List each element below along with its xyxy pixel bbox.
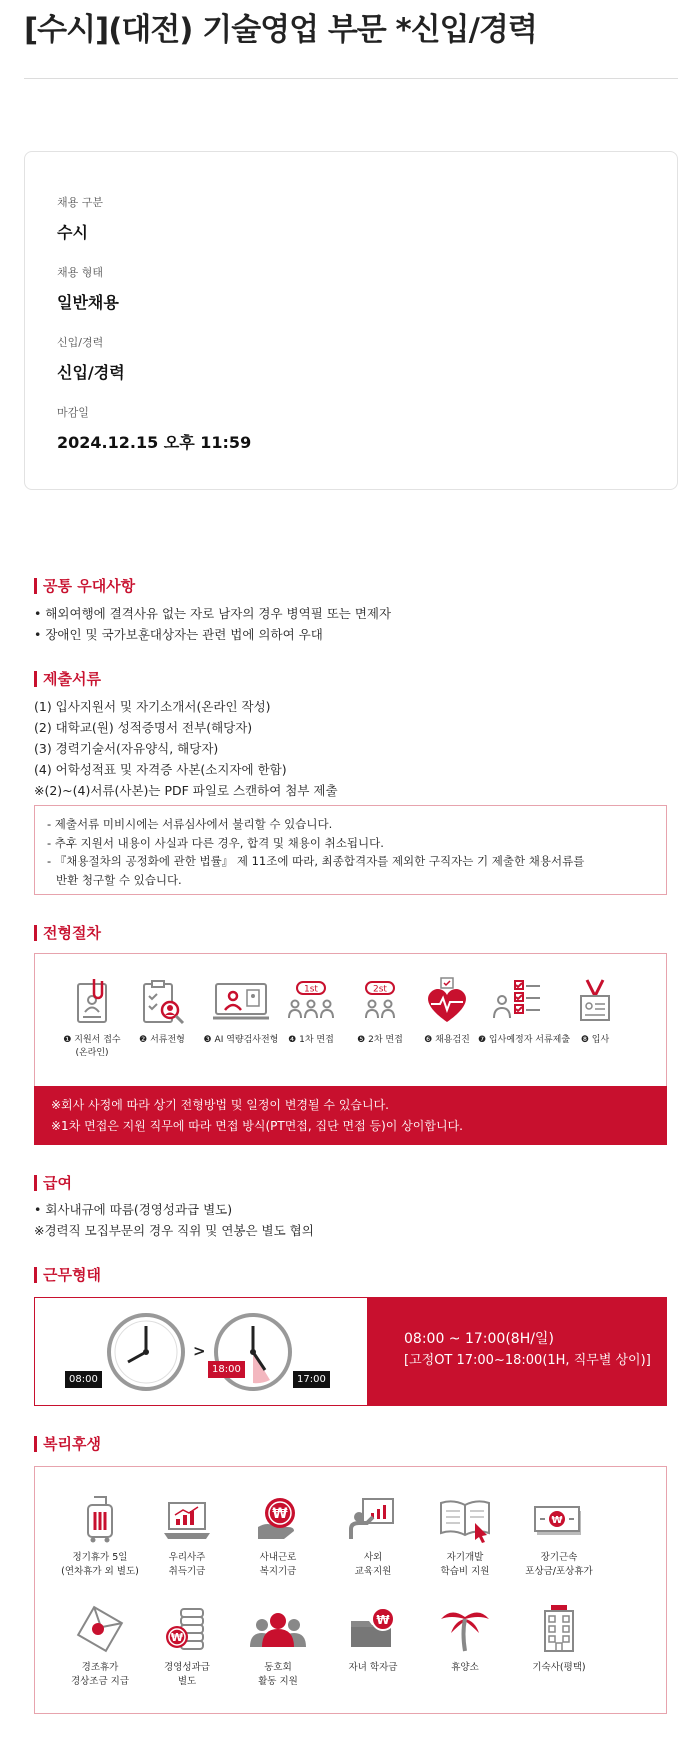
info-label: 마감일 xyxy=(57,406,89,419)
notice-line: 반환 청구할 수 있습니다. xyxy=(56,872,182,887)
benefit-label: 경영성과급 별도 xyxy=(164,1662,210,1687)
health-check-icon xyxy=(423,976,471,1028)
section-heading-process: 전형절차 xyxy=(34,925,101,941)
benefit-label: 정기휴가 5일 (연차휴가 외 별도) xyxy=(61,1552,139,1577)
info-value: 수시 xyxy=(57,223,88,242)
work-hours-box xyxy=(34,1297,667,1406)
notice-line: - 『채용절차의 공정화에 관한 법률』 제 11조에 따라, 최종합격자를 제외한 구직자는 기 제출한 채용서류를 xyxy=(47,854,585,868)
second-tag-text: 2st xyxy=(373,984,387,995)
info-label: 채용 형태 xyxy=(57,266,104,279)
benefit-label: 장기근속 포상금/포상휴가 xyxy=(525,1552,593,1577)
step-label: ❺ 2차 면접 xyxy=(357,1035,403,1045)
benefit-label: 경조휴가 경상조금 지급 xyxy=(70,1662,130,1687)
section-heading-preference: 공통 우대사항 xyxy=(34,578,135,594)
ai-assessment-icon xyxy=(211,976,271,1028)
process-step-7 xyxy=(478,976,571,1047)
info-value: 신입/경력 xyxy=(57,363,125,382)
benefit-item xyxy=(50,1603,150,1689)
building-icon xyxy=(533,1603,585,1655)
list-item: ※경력직 모집부문의 경우 직위 및 연봉은 별도 협의 xyxy=(34,1223,314,1238)
clock-end-icon xyxy=(213,1312,293,1392)
step-label: ❹ 1차 면접 xyxy=(288,1035,334,1045)
process-step-8 xyxy=(555,976,635,1047)
list-item: (3) 경력기술서(자유양식, 해당자) xyxy=(34,741,219,756)
benefit-label: 자기개발 학습비 지원 xyxy=(440,1552,490,1577)
title-divider xyxy=(24,78,678,79)
work-hours-text: 08:00 ~ 17:00(8H/일) xyxy=(404,1331,554,1347)
list-item: • 해외여행에 결격사유 없는 자로 남자의 경우 병역필 또는 면제자 xyxy=(34,606,392,621)
step-label: ❻ 채용검진 xyxy=(424,1035,470,1045)
benefit-label: 동호회 활동 지원 xyxy=(258,1662,298,1687)
benefit-item xyxy=(323,1603,423,1675)
document-review-icon xyxy=(136,976,188,1028)
process-note: ※회사 사정에 따라 상기 전형방법 및 일정이 변경될 수 있습니다. xyxy=(51,1098,390,1112)
clock-tag-ot: 18:00 xyxy=(208,1361,245,1378)
suitcase-icon xyxy=(76,1493,124,1545)
documents-notice-box xyxy=(34,805,667,895)
benefit-item xyxy=(137,1493,237,1579)
svg-text:₩: ₩ xyxy=(170,1631,184,1644)
list-item: (2) 대학교(원) 성적증명서 전부(해당자) xyxy=(34,720,253,735)
svg-text:₩: ₩ xyxy=(551,1515,563,1526)
clock-start-icon xyxy=(106,1312,186,1392)
book-icon xyxy=(437,1493,493,1545)
process-step-2 xyxy=(122,976,202,1047)
second-interview-icon xyxy=(356,976,404,1028)
section-heading-documents: 제출서류 xyxy=(34,671,101,687)
clock-tag-end: 17:00 xyxy=(293,1371,330,1388)
first-tag-text: 1st xyxy=(304,984,318,995)
benefit-item xyxy=(415,1493,515,1579)
work-hours-band xyxy=(367,1297,667,1406)
arrow-text: > xyxy=(193,1342,206,1360)
benefit-item xyxy=(415,1603,515,1675)
section-heading-benefits: 복리후생 xyxy=(34,1436,101,1452)
step-label: ❶ 지원서 접수 xyxy=(63,1035,121,1045)
notice-line: - 제출서류 미비시에는 서류심사에서 불리할 수 있습니다. xyxy=(47,817,333,831)
process-box xyxy=(34,953,667,1145)
wallet-icon xyxy=(347,1603,399,1655)
benefit-item xyxy=(323,1493,423,1579)
won-hand-icon xyxy=(252,1493,304,1545)
info-label: 채용 구분 xyxy=(57,196,104,209)
svg-text:₩: ₩ xyxy=(376,1613,390,1627)
benefit-label: 휴양소 xyxy=(451,1662,479,1673)
list-item: • 회사내규에 따름(경영성과급 별도) xyxy=(34,1202,233,1217)
badge-icon xyxy=(573,976,617,1028)
benefit-label: 자녀 학자금 xyxy=(348,1662,398,1673)
section-heading-salary: 급여 xyxy=(34,1175,72,1191)
notice-line: - 추후 지원서 내용이 사실과 다른 경우, 합격 및 채용이 취소됩니다. xyxy=(47,835,384,850)
job-info-card xyxy=(24,151,678,490)
process-step-1 xyxy=(52,976,132,1060)
process-step-6 xyxy=(407,976,487,1047)
page-title: [수시](대전) 기술영업 부문 *신입/경력 xyxy=(24,12,537,48)
info-recruit-type xyxy=(57,194,103,243)
money-icon xyxy=(531,1493,587,1545)
benefit-item xyxy=(228,1603,328,1689)
info-value: 일반채용 xyxy=(57,293,119,312)
list-item: • 장애인 및 국가보훈대상자는 관련 법에 의하여 우대 xyxy=(34,627,323,642)
benefit-item xyxy=(137,1603,237,1689)
benefit-label: 기숙사(평택) xyxy=(532,1662,586,1673)
first-interview-icon xyxy=(283,976,339,1028)
process-notes-band xyxy=(34,1086,667,1145)
process-step-4 xyxy=(271,976,351,1047)
benefit-label: 사내근로 복지기금 xyxy=(259,1552,297,1577)
presentation-icon xyxy=(347,1493,399,1545)
list-item: (4) 어학성적표 및 자격증 사본(소지자에 한함) xyxy=(34,762,287,777)
step-label: ❷ 서류전형 xyxy=(139,1035,185,1045)
benefits-box xyxy=(34,1466,667,1714)
preference-list xyxy=(34,603,391,645)
info-label: 신입/경력 xyxy=(57,336,104,349)
step-label: ❸ AI 역량검사전형 xyxy=(203,1035,279,1045)
info-value: 2024.12.15 오후 11:59 xyxy=(57,433,252,452)
benefit-item xyxy=(228,1493,328,1579)
process-step-3 xyxy=(201,976,281,1047)
laptop-chart-icon xyxy=(161,1493,213,1545)
coin-stack-icon xyxy=(161,1603,213,1655)
group-icon xyxy=(248,1603,308,1655)
documents-list xyxy=(34,696,338,801)
palm-tree-icon xyxy=(439,1603,491,1655)
clock-tag-start: 08:00 xyxy=(65,1371,102,1388)
benefit-label: 우리사주 취득기금 xyxy=(168,1552,206,1577)
salary-list xyxy=(34,1199,314,1241)
benefit-item xyxy=(509,1493,609,1579)
benefit-item xyxy=(509,1603,609,1675)
step-sublabel: (온라인) xyxy=(75,1048,109,1058)
list-item: ※(2)~(4)서류(사본)는 PDF 파일로 스캔하여 첨부 제출 xyxy=(34,783,338,798)
info-career-type xyxy=(57,334,125,383)
benefit-item xyxy=(50,1493,150,1579)
checklist-icon xyxy=(490,976,546,1028)
benefit-label: 사외 교육지원 xyxy=(354,1552,392,1577)
step-label: ❽ 입사 xyxy=(580,1035,610,1045)
work-ot-text: [고정OT 17:00~18:00(1H, 직무별 상이)] xyxy=(404,1353,651,1368)
info-deadline xyxy=(57,404,251,453)
list-item: (1) 입사지원서 및 자기소개서(온라인 작성) xyxy=(34,699,271,714)
section-heading-work: 근무형태 xyxy=(34,1267,101,1283)
info-employment-type xyxy=(57,264,119,313)
step-label: ❼ 입사예정자 서류제출 xyxy=(478,1035,571,1045)
envelope-icon xyxy=(74,1603,126,1655)
process-note: ※1차 면접은 지원 직무에 따라 면접 방식(PT면접, 집단 면접 등)이 상이합니다. xyxy=(51,1119,463,1133)
svg-text:₩: ₩ xyxy=(272,1506,288,1522)
application-form-icon xyxy=(68,976,116,1028)
